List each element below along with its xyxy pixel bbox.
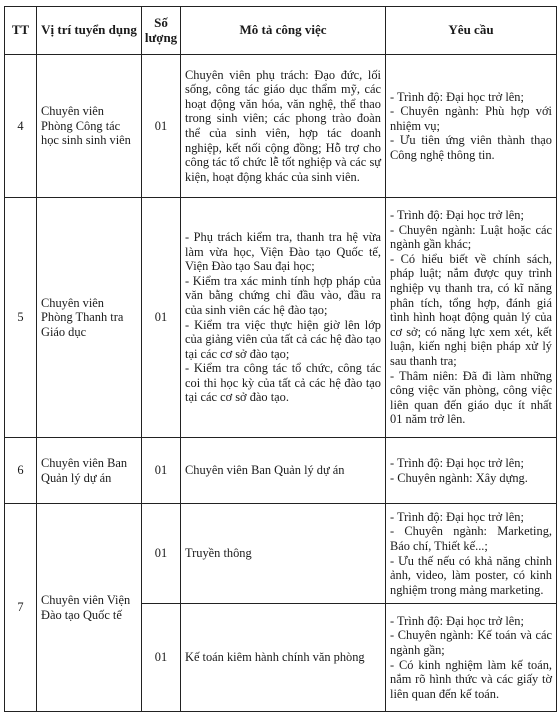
row-position: Chuyên viên Phòng Thanh tra Giáo dục bbox=[37, 198, 142, 438]
row-description: Chuyên viên phụ trách: Đạo đức, lối sống, công tác giáo dục thẩm mỹ, các hoạt động văn hóa, văn nghệ, thể thao trong sinh viên; các phong trào đoàn thể của sinh viên, hợp tác doanh nghiệp, kết nối cộng đồng; Hỗ trợ cho công tác tổ chức lễ tốt nghiệp và các sự kiện, hoạt động khác của sinh viên. bbox=[181, 55, 386, 198]
table-row bbox=[5, 438, 557, 504]
row-quantity: 01 bbox=[142, 55, 181, 198]
table-row bbox=[5, 504, 557, 604]
row-requirements: - Trình độ: Đại học trở lên; - Chuyên ngành: Luật hoặc các ngành gần khác; - Có hiểu biết về chính sách, pháp luật; nắm được quy trình nghiệp vụ thanh tra, có kĩ năng phân tích, tổng hợp, đánh giá tình hình hoạt động quản lý của cơ sở; có năng lực xem xét, kết luận, kiến nghị biện pháp xử lý sau thanh tra; - Thâm niên: Đã đi làm những công việc văn phòng, công việc liên quan đến giáo dục ít nhất 01 năm trở lên. bbox=[386, 198, 557, 438]
row-description: Kế toán kiêm hành chính văn phòng bbox=[181, 604, 386, 712]
header-requirements: Yêu cầu bbox=[386, 7, 557, 55]
table-row bbox=[5, 55, 557, 198]
row-tt: 7 bbox=[5, 504, 37, 712]
row-description: - Phụ trách kiểm tra, thanh tra hệ vừa làm vừa học, Viện Đào tạo Quốc tế, Viện Đào tạo Sau đại học; - Kiểm tra xác minh tính hợp pháp của văn bằng chứng chỉ đầu vào, đầu ra của sinh viên các hệ đào tạo; - Kiểm tra việc thực hiện giờ lên lớp của giảng viên của tất cả các hệ đào tạo tại các cơ sở đào tạo; - Kiểm tra công tác tổ chức, công tác coi thi học kỳ của tất cả các hệ đào tạo tại các cơ sở đào tạo. bbox=[181, 198, 386, 438]
row-requirements: - Trình độ: Đại học trở lên; - Chuyên ngành: Phù hợp với nhiệm vụ; - Ưu tiên ứng viên thành thạo Công nghệ thông tin. bbox=[386, 55, 557, 198]
row-quantity: 01 bbox=[142, 604, 181, 712]
table-row bbox=[5, 198, 557, 438]
header-tt: TT bbox=[5, 7, 37, 55]
row-description: Truyền thông bbox=[181, 504, 386, 604]
row-tt: 5 bbox=[5, 198, 37, 438]
row-position: Chuyên viên Ban Quản lý dự án bbox=[37, 438, 142, 504]
table-header-row bbox=[5, 7, 557, 55]
row-position: Chuyên viên Viện Đào tạo Quốc tế bbox=[37, 504, 142, 712]
row-requirements: - Trình độ: Đại học trở lên; - Chuyên ngành: Kế toán và các ngành gần; - Có kinh nghiệm làm kế toán, nắm rõ hình thức và các giấy tờ liên quan đến kế toán. bbox=[386, 604, 557, 712]
row-position: Chuyên viên Phòng Công tác học sinh sinh viên bbox=[37, 55, 142, 198]
row-quantity: 01 bbox=[142, 504, 181, 604]
row-requirements: - Trình độ: Đại học trở lên; - Chuyên ngành: Xây dựng. bbox=[386, 438, 557, 504]
header-position: Vị trí tuyển dụng bbox=[37, 7, 142, 55]
row-requirements: - Trình độ: Đại học trở lên; - Chuyên ngành: Marketing, Báo chí, Thiết kế...; - Ưu thế nếu có khả năng chỉnh ảnh, video, làm poster, có kinh nghiệm trong mảng marketing. bbox=[386, 504, 557, 604]
row-tt: 6 bbox=[5, 438, 37, 504]
recruitment-table bbox=[4, 6, 557, 712]
row-quantity: 01 bbox=[142, 438, 181, 504]
row-quantity: 01 bbox=[142, 198, 181, 438]
header-description: Mô tả công việc bbox=[181, 7, 386, 55]
row-tt: 4 bbox=[5, 55, 37, 198]
header-quantity: Số lượng bbox=[142, 7, 181, 55]
row-description: Chuyên viên Ban Quản lý dự án bbox=[181, 438, 386, 504]
